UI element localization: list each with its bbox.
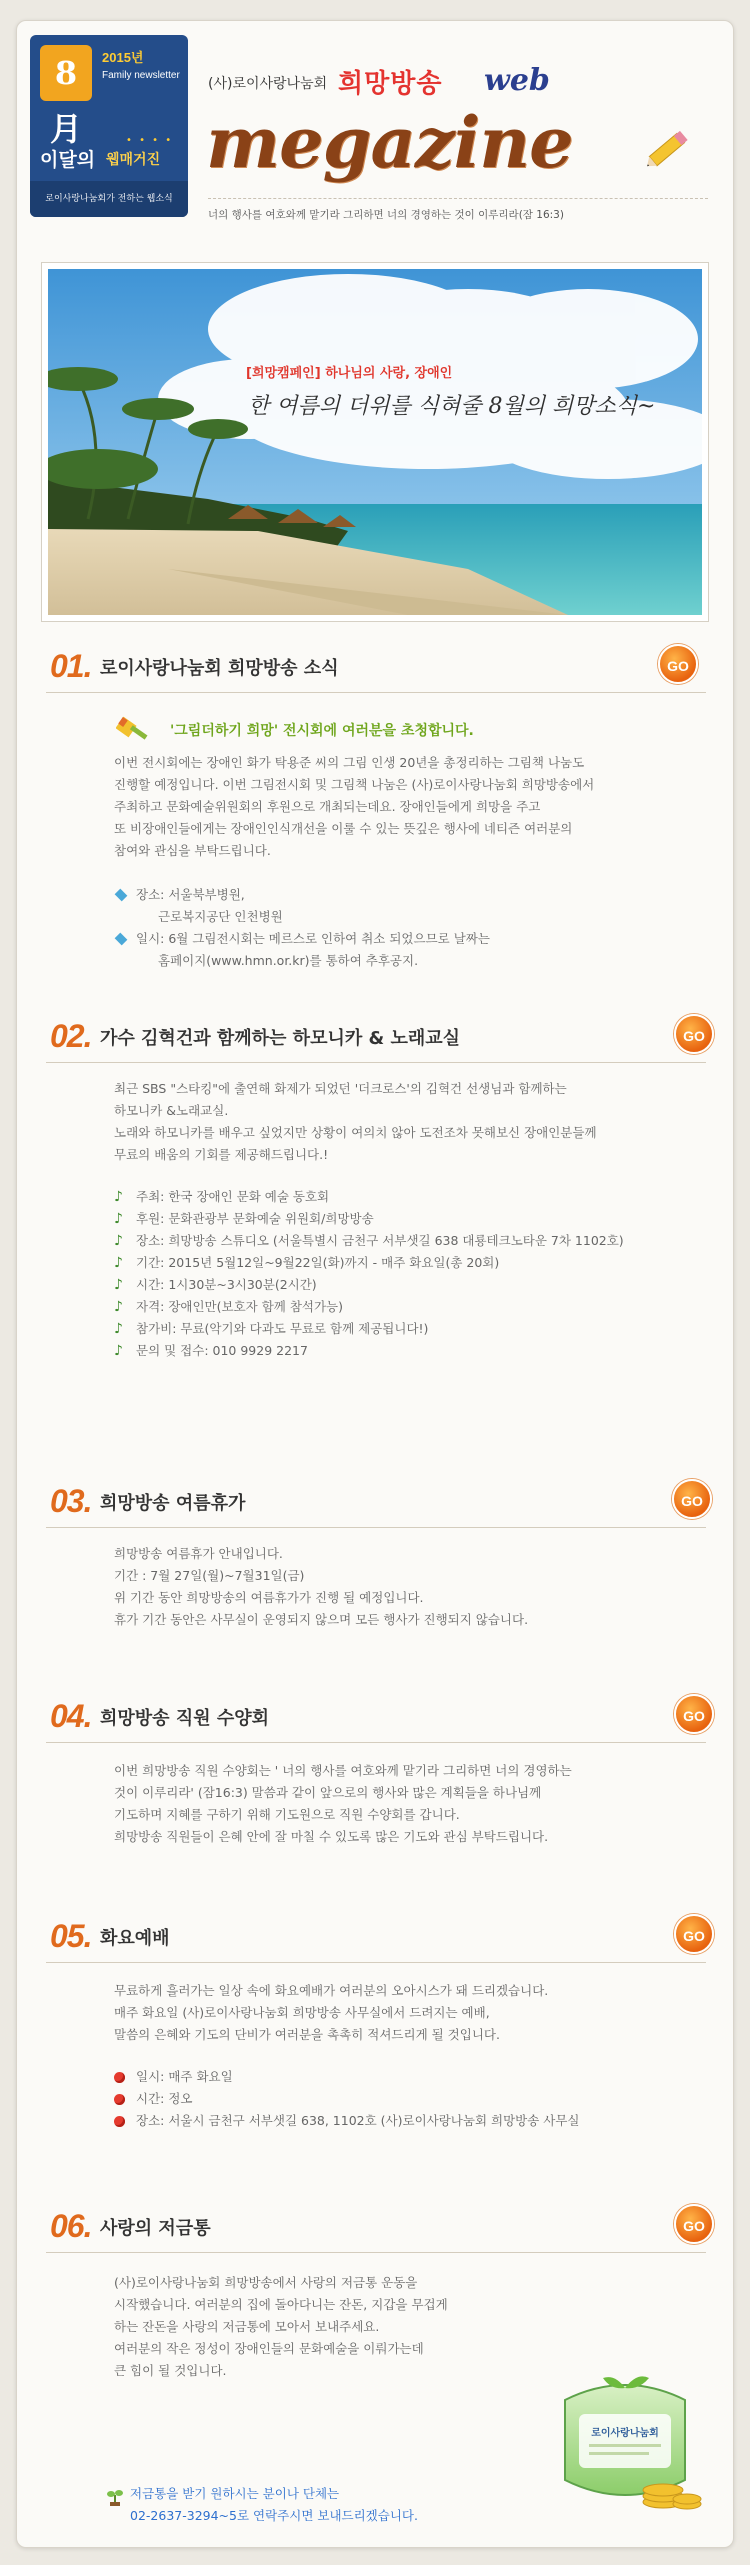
section-number: 04. (50, 1698, 92, 1734)
info-list (114, 1186, 704, 1362)
section-body (114, 2272, 554, 2382)
section-header (34, 1690, 718, 1738)
section-02 (34, 1010, 718, 1440)
web-label: web (484, 63, 550, 98)
body-line: 주최하고 문화예술위원회의 후원으로 개최되는데요. 장애인들에게 희망을 주고 (114, 799, 541, 814)
section-divider (46, 1962, 706, 1963)
info-item: ♪ 후원: 문화관광부 문화예술 위원회/희망방송 (114, 1208, 704, 1230)
info-item: 일시: 매주 화요일 (114, 2066, 704, 2088)
info-item: 장소: 서울북부병원, (114, 884, 674, 906)
section-divider (46, 1742, 706, 1743)
body-line: 또 비장애인들에게는 장애인인식개선을 이룰 수 있는 뜻깊은 행사에 네티즌 여러분의 (114, 821, 573, 836)
info-list (114, 2066, 704, 2132)
info-item: 일시: 6월 그림전시회는 메르스로 인하여 취소 되었으므로 날짜는 (114, 928, 674, 950)
body-line: 휴가 기간 동안은 사무실이 운영되지 않으며 모든 행사가 진행되지 않습니다. (114, 1612, 529, 1627)
info-list (114, 884, 674, 972)
body-line: (사)로이사랑나눔회 희망방송에서 사랑의 저금통 운동을 (114, 2275, 418, 2290)
section-04 (34, 1690, 718, 1890)
music-note-icon: ♪ (114, 1321, 123, 1337)
info-item: ♪ 자격: 장애인만(보호자 함께 참석가능) (114, 1296, 704, 1318)
music-note-icon: ♪ (114, 1189, 123, 1205)
section-title: 사랑의 저금통 (100, 2218, 211, 2239)
piggy-bank-illustration (545, 2370, 705, 2520)
section-03 (34, 1475, 718, 1675)
info-item: ♪ 주최: 한국 장애인 문화 예술 동호회 (114, 1186, 704, 1208)
deposit-line: 02-2637-3294~5로 연락주시면 보내드리겠습니다. (130, 2508, 418, 2523)
body-line: 무료하게 흘러가는 일상 속에 화요예배가 여러분의 오아시스가 돼 드리겠습니다. (114, 1983, 549, 1998)
info-item: 장소: 서울시 금천구 서부샛길 638, 1102호 (사)로이사랑나눔회 희망방송 사무실 (114, 2110, 704, 2132)
section-number: 05. (50, 1918, 92, 1954)
info-item: ♪ 참가비: 무료(악기와 다과도 무료로 함께 제공됩니다!) (114, 1318, 704, 1340)
section-number: 03. (50, 1483, 92, 1519)
go-button[interactable]: GO (674, 1914, 714, 1954)
go-button[interactable]: GO (658, 644, 698, 684)
section-header (34, 1910, 718, 1958)
family-newsletter-label: Family newsletter (102, 70, 180, 81)
section-header (34, 2200, 718, 2248)
section-title: 희망방송 직원 수양회 (100, 1708, 270, 1729)
body-line: 것이 이루리라' (잠16:3) 말씀과 같이 앞으로의 행사와 많은 계획들을 하나님께 (114, 1785, 542, 1800)
section-divider (46, 2252, 706, 2253)
go-button[interactable]: GO (672, 1479, 712, 1519)
info-item: 근로복지공단 인천병원 (158, 909, 283, 924)
info-item: ♪ 장소: 희망방송 스튜디오 (서울특별시 금천구 서부샛길 638 대룡테크노타운 7차 1102호) (114, 1230, 704, 1252)
badge-dots: • • • • (126, 135, 174, 146)
body-line: 이번 희망방송 직원 수양회는 ' 너의 행사를 여호와께 맡기라 그리하면 너의 경영하는 (114, 1763, 572, 1778)
section-title: 로이사랑나눔회 희망방송 소식 (100, 658, 339, 679)
section-header (34, 1010, 718, 1058)
badge-footer: 로이사랑나눔회가 전하는 웹소식 (30, 181, 188, 217)
info-item: ♪ 시간: 1시30분~3시30분(2시간) (114, 1274, 704, 1296)
body-line: 이번 전시회에는 장애인 화가 탁용준 씨의 그림 인생 20년을 총정리하는 그림책 나눔도 (114, 755, 585, 770)
music-note-icon: ♪ (114, 1299, 123, 1315)
section-divider (46, 692, 706, 693)
section-header (34, 1475, 718, 1523)
issue-month: 8月 (40, 45, 92, 101)
section-number: 02. (50, 1018, 92, 1054)
section-title: 화요예배 (100, 1928, 170, 1949)
section-divider (46, 1527, 706, 1528)
webzine-label: 웹매거진 (106, 152, 161, 168)
body-line: 시작했습니다. 여러분의 집에 돌아다니는 잔돈, 지갑을 무겁게 (114, 2297, 448, 2312)
magazine-logo: megazine (206, 101, 573, 184)
section-body (114, 1543, 704, 1631)
paintbrush-icon (116, 714, 150, 748)
header-divider (208, 198, 708, 199)
body-line: 말씀의 은혜와 기도의 단비가 여러분을 촉촉히 적셔드리게 될 것입니다. (114, 2027, 500, 2042)
hero-banner[interactable] (42, 263, 708, 621)
body-line: 노래와 하모니카를 배우고 싶었지만 상황이 여의치 않아 도전조차 못해보신 장애인분들께 (114, 1125, 597, 1140)
section-01 (34, 640, 718, 1010)
body-line: 여러분의 작은 정성이 장애인들의 문화예술을 이뤄가는데 (114, 2341, 424, 2356)
section-header (34, 640, 718, 688)
tomato-bullet-icon (114, 2072, 125, 2083)
deposit-line: 저금통을 받기 원하시는 분이나 단체는 (130, 2486, 340, 2501)
section-title: 희망방송 여름휴가 (100, 1493, 246, 1514)
music-note-icon: ♪ (114, 1233, 123, 1249)
hero-tag: [희망캠페인] 하나님의 사랑, 장애인 (246, 366, 453, 381)
info-item: 홈페이지(www.hmn.or.kr)를 통하여 추후공지. (158, 953, 419, 968)
body-line: 기도하며 지혜를 구하기 위해 기도원으로 직원 수양회를 갑니다. (114, 1807, 460, 1822)
section-body (114, 752, 674, 972)
body-line: 진행할 예정입니다. 이번 그림전시회 및 그림책 나눔은 (사)로이사랑나눔회 희망방송에서 (114, 777, 595, 792)
section-divider (46, 1062, 706, 1063)
music-note-icon: ♪ (114, 1343, 123, 1359)
music-note-icon: ♪ (114, 1277, 123, 1293)
body-line: 참여와 관심을 부탁드립니다. (114, 843, 271, 858)
section-number: 01. (50, 648, 92, 684)
tomato-bullet-icon (114, 2116, 125, 2127)
beach-illustration (48, 269, 702, 615)
body-line: 매주 화요일 (사)로이사랑나눔회 희망방송 사무실에서 드려지는 예배, (114, 2005, 490, 2020)
brand-name: 희망방송 (338, 69, 443, 99)
pencil-icon (640, 117, 700, 177)
body-line: 기간 : 7월 27일(월)~7월31일(금) (114, 1568, 305, 1583)
body-line: 큰 힘이 될 것입니다. (114, 2363, 227, 2378)
section-body (114, 1980, 704, 2132)
body-line: 무료의 배움의 기회를 제공해드립니다.! (114, 1147, 329, 1162)
body-line: 희망방송 여름휴가 안내입니다. (114, 1546, 283, 1561)
go-button[interactable]: GO (674, 1014, 714, 1054)
body-line: 최근 SBS "스타킹"에 출연해 화제가 되었던 '더크로스'의 김혁건 선생님과 함께하는 (114, 1081, 567, 1096)
sprout-icon (106, 2486, 124, 2506)
deposit-contact (130, 2483, 418, 2527)
body-line: 하모니카 &노래교실. (114, 1103, 229, 1118)
go-button[interactable]: GO (674, 1694, 714, 1734)
section-number: 06. (50, 2208, 92, 2244)
body-line: 희망방송 직원들이 은혜 안에 잘 마칠 수 있도록 많은 기도와 관심 부탁드립니다. (114, 1829, 549, 1844)
info-item: ♪ 문의 및 접수: 010 9929 2217 (114, 1340, 704, 1362)
section-05 (34, 1910, 718, 2170)
body-line: 위 기간 동안 희망방송의 여름휴가가 진행 될 예정입니다. (114, 1590, 424, 1605)
go-button[interactable]: GO (674, 2204, 714, 2244)
section-title: 가수 김혁건과 함께하는 하모니카 & 노래교실 (100, 1028, 461, 1049)
info-item: 시간: 정오 (114, 2088, 704, 2110)
bank-label: 로이사랑나눔회 (591, 2428, 659, 2439)
issue-badge (30, 35, 188, 217)
section-body (114, 1760, 704, 1848)
body-line: 하는 잔돈을 사랑의 저금통에 모아서 보내주세요. (114, 2319, 380, 2334)
issue-year: 2015년 (102, 50, 144, 65)
newsletter-header (30, 35, 720, 235)
header-verse: 너의 행사를 여호와께 맡기라 그리하면 너의 경영하는 것이 이루리라(잠 16:3) (208, 209, 564, 221)
tomato-bullet-icon (114, 2094, 125, 2105)
invite-headline: '그림더하기 희망' 전시회에 여러분을 초청합니다. (170, 723, 474, 739)
org-name: (사)로이사랑나눔회 (208, 76, 328, 92)
monthly-label: 이달의 (40, 149, 96, 171)
music-note-icon: ♪ (114, 1255, 123, 1271)
music-note-icon: ♪ (114, 1211, 123, 1227)
section-body (114, 1078, 704, 1362)
hero-title: 한 여름의 더위를 식혀줄 8월의 희망소식~ (248, 394, 656, 419)
info-item: ♪ 기간: 2015년 5월12일~9월22일(화)까지 - 매주 화요일(총 20회) (114, 1252, 704, 1274)
